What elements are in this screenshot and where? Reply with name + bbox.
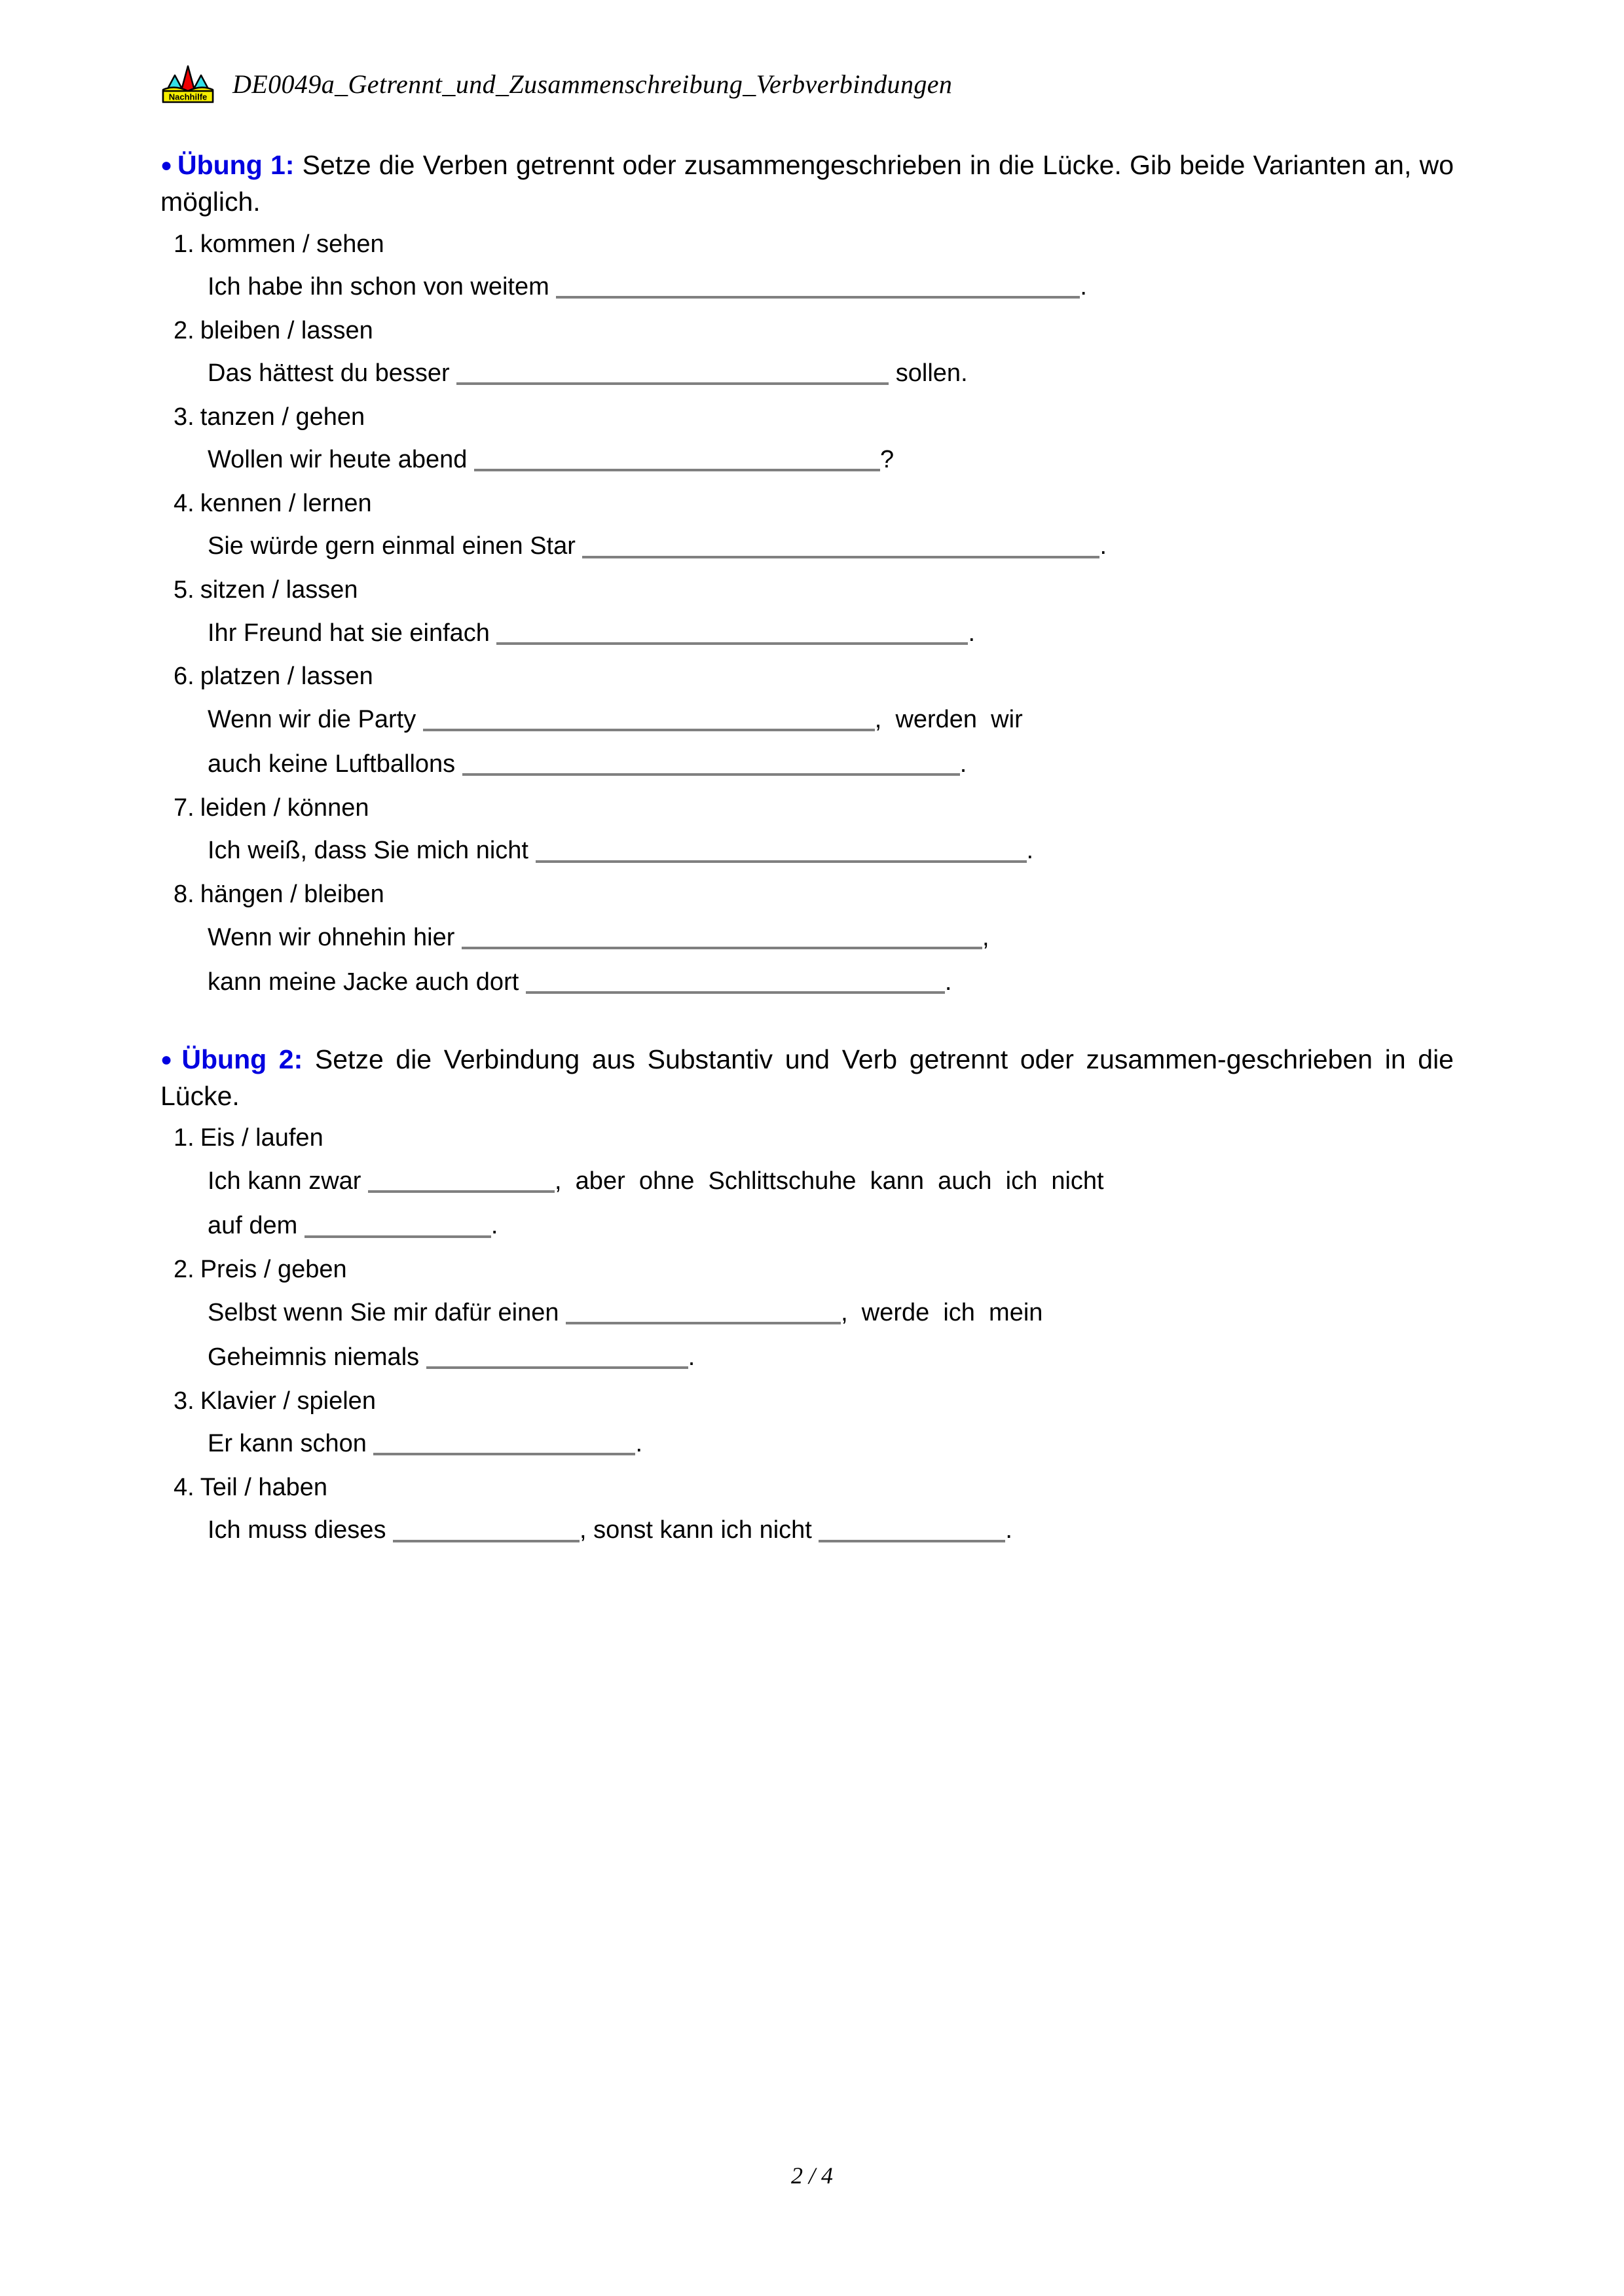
section-spacer	[160, 1006, 1454, 1042]
item-verbs-line	[160, 1468, 1454, 1508]
exercise-2-prompt: Setze die Verbindung aus Substantiv und Verb getrennt oder zusammen-geschrieben in die Lücke.	[160, 1044, 1454, 1111]
answer-blank[interactable]	[496, 621, 968, 645]
item-verbs-line	[160, 225, 1454, 265]
sentence-text-after: ?	[880, 446, 895, 474]
bullet-icon: ●	[160, 155, 173, 177]
item-sentence	[160, 352, 1454, 395]
list-item	[160, 788, 1454, 872]
exercise-2-items	[160, 1118, 1454, 1552]
answer-blank[interactable]	[423, 707, 875, 731]
item-verbs: kennen / lernen	[200, 489, 372, 517]
item-sentence	[160, 1292, 1454, 1334]
item-verbs: sitzen / lassen	[200, 576, 358, 604]
answer-blank[interactable]	[462, 752, 960, 776]
nachhilfe-logo-icon	[160, 62, 215, 105]
answer-blank[interactable]	[304, 1214, 491, 1238]
sentence-text-before: Sie würde gern einmal einen Star	[208, 532, 583, 560]
sentence-text-after: .	[688, 1343, 695, 1372]
list-item	[160, 1118, 1454, 1247]
item-verbs: Preis / geben	[200, 1256, 347, 1284]
item-verbs-line	[160, 875, 1454, 915]
answer-blank[interactable]	[556, 274, 1080, 299]
logo-label: Nachhilfe	[168, 92, 208, 102]
item-verbs: kommen / sehen	[200, 230, 384, 258]
item-sentence	[160, 699, 1454, 741]
sentence-text-before: Selbst wenn Sie mir dafür einen	[208, 1298, 566, 1326]
list-item	[160, 570, 1454, 654]
answer-blank-2[interactable]	[819, 1518, 1005, 1542]
item-verbs: Klavier / spielen	[200, 1387, 376, 1415]
sentence-text-after: .	[944, 968, 952, 996]
exercise-2-label: Übung 2:	[181, 1044, 303, 1074]
item-sentence	[160, 1423, 1454, 1465]
item-sentence	[160, 917, 1454, 959]
sentence-text-before: Geheimnis niemals	[208, 1343, 426, 1372]
answer-blank[interactable]	[373, 1432, 635, 1456]
item-verbs: Teil / haben	[200, 1473, 328, 1501]
list-item	[160, 875, 1454, 1004]
list-item	[160, 1468, 1454, 1552]
item-verbs-line	[160, 570, 1454, 611]
item-verbs-line	[160, 1250, 1454, 1290]
bullet-icon: ●	[160, 1049, 177, 1071]
sentence-text-after: , werden wir	[874, 705, 1023, 733]
sentence-text-after: .	[1080, 273, 1087, 301]
item-sentence	[160, 1160, 1454, 1203]
sentence-text-before: Wenn wir ohnehin hier	[208, 923, 462, 951]
sentence-text-after: , aber ohne Schlittschuhe kann auch ich nicht	[555, 1167, 1104, 1195]
item-verbs-line	[160, 397, 1454, 438]
item-sentence	[160, 266, 1454, 308]
item-sentence	[160, 829, 1454, 872]
answer-blank[interactable]	[393, 1518, 580, 1542]
item-number: 6.	[174, 663, 194, 691]
item-number: 3.	[174, 403, 194, 431]
sentence-text-before: auch keine Luftballons	[208, 750, 462, 778]
answer-blank[interactable]	[536, 839, 1027, 863]
item-number: 1.	[174, 230, 194, 258]
sentence-text-before: Ich habe ihn schon von weitem	[208, 273, 557, 301]
list-item	[160, 225, 1454, 308]
sentence-text-after: .	[1099, 532, 1107, 560]
item-verbs-line	[160, 484, 1454, 524]
item-verbs: bleiben / lassen	[200, 316, 373, 344]
list-item	[160, 311, 1454, 395]
exercise-1-items	[160, 225, 1454, 1004]
exercise-1	[160, 147, 1454, 1004]
item-sentence	[160, 612, 1454, 655]
item-verbs: platzen / lassen	[200, 663, 373, 691]
item-number: 5.	[174, 576, 194, 604]
item-number: 4.	[174, 489, 194, 517]
item-number: 2.	[174, 1256, 194, 1284]
exercise-1-prompt: Setze die Verben getrennt oder zusammengeschrieben in die Lücke. Gib beide Varianten an, wo möglich.	[160, 150, 1454, 217]
sentence-text-before: Wenn wir die Party	[208, 705, 423, 733]
sentence-text-before: kann meine Jacke auch dort	[208, 968, 526, 996]
item-number: 7.	[174, 793, 194, 822]
answer-blank[interactable]	[456, 361, 889, 386]
item-verbs: hängen / bleiben	[200, 881, 384, 909]
list-item	[160, 1250, 1454, 1379]
sentence-text-before: Ich muss dieses	[208, 1516, 393, 1544]
item-number: 1.	[174, 1124, 194, 1152]
sentence-text-before: Ich weiß, dass Sie mich nicht	[208, 837, 536, 865]
sentence-text-before: Wollen wir heute abend	[208, 446, 474, 474]
item-number: 4.	[174, 1473, 194, 1501]
answer-blank[interactable]	[474, 448, 880, 472]
exercise-1-label: Übung 1:	[177, 150, 295, 180]
sentence-text-after: ,	[982, 923, 989, 951]
list-item	[160, 1381, 1454, 1465]
list-item	[160, 484, 1454, 568]
sentence-text-after: .	[635, 1430, 643, 1458]
page-footer	[0, 2162, 1624, 2189]
exercise-2-heading	[160, 1042, 1454, 1115]
item-verbs: tanzen / gehen	[200, 403, 365, 431]
item-sentence-continued	[160, 1336, 1454, 1379]
item-sentence	[160, 1509, 1454, 1552]
sentence-text-before: Ihr Freund hat sie einfach	[208, 619, 497, 647]
item-verbs-line	[160, 657, 1454, 697]
page-number: 2 / 4	[790, 2162, 833, 2189]
answer-blank[interactable]	[368, 1169, 555, 1193]
item-sentence-continued	[160, 961, 1454, 1004]
sentence-text-before: Er kann schon	[208, 1430, 374, 1458]
item-verbs-line	[160, 1381, 1454, 1422]
item-number: 8.	[174, 881, 194, 909]
worksheet-content	[160, 147, 1454, 1554]
item-verbs-line	[160, 788, 1454, 829]
answer-blank[interactable]	[526, 970, 945, 994]
sentence-text-before: Ich kann zwar	[208, 1167, 368, 1195]
item-number: 2.	[174, 316, 194, 344]
sentence-text-after: .	[968, 619, 976, 647]
sentence-text-after: sollen.	[889, 359, 968, 388]
document-title: DE0049a_Getrennt_und_Zusammenschreibung_Verbverbindungen	[232, 69, 953, 99]
list-item	[160, 657, 1454, 786]
item-sentence	[160, 439, 1454, 481]
sentence-text-before: auf dem	[208, 1212, 304, 1240]
list-item	[160, 397, 1454, 481]
item-verbs: leiden / können	[200, 793, 369, 822]
answer-blank[interactable]	[566, 1300, 841, 1324]
page-header	[160, 62, 952, 105]
answer-blank[interactable]	[582, 534, 1099, 558]
item-verbs-line	[160, 311, 1454, 352]
item-number: 3.	[174, 1387, 194, 1415]
item-sentence-continued	[160, 1205, 1454, 1247]
sentence-text-middle: , sonst kann ich nicht	[580, 1516, 819, 1544]
answer-blank[interactable]	[426, 1345, 688, 1370]
item-sentence-continued	[160, 743, 1454, 786]
exercise-1-heading	[160, 147, 1454, 221]
sentence-text-after: .	[1026, 837, 1034, 865]
item-sentence	[160, 525, 1454, 568]
sentence-text-after: .	[959, 750, 967, 778]
sentence-text-after: .	[1005, 1516, 1012, 1544]
answer-blank[interactable]	[462, 925, 982, 949]
sentence-text-after: , werde ich mein	[841, 1298, 1043, 1326]
sentence-text-after: .	[490, 1212, 498, 1240]
item-verbs-line	[160, 1118, 1454, 1159]
exercise-2	[160, 1042, 1454, 1552]
item-verbs: Eis / laufen	[200, 1124, 323, 1152]
sentence-text-before: Das hättest du besser	[208, 359, 457, 388]
